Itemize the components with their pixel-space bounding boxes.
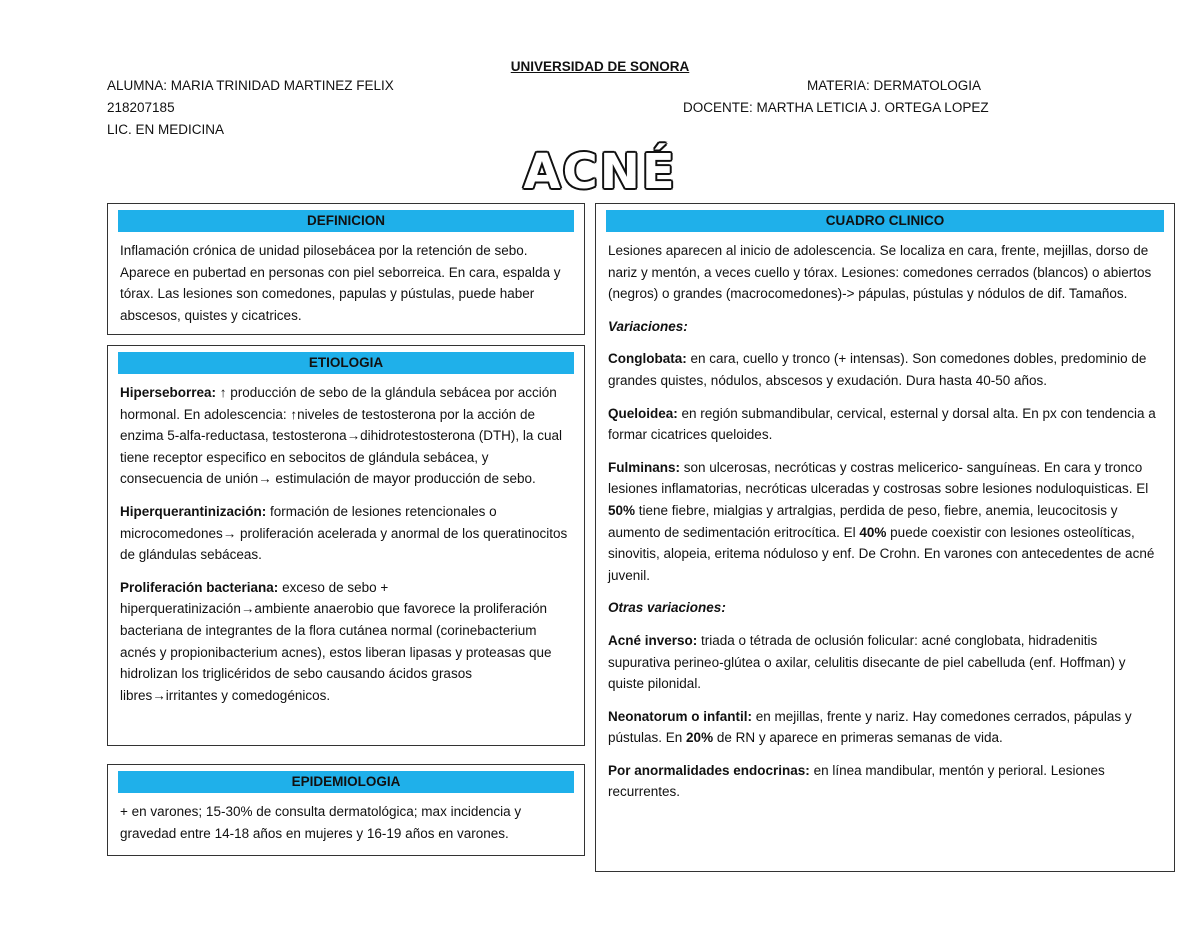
variation-label: Queloidea: [608, 405, 678, 421]
cuadro-clinico-section [595, 203, 1175, 872]
etiologia-heading: ETIOLOGIA [118, 352, 574, 374]
variation-text: en cara, cuello y tronco (+ intensas). Son comedones dobles, predominio de grandes quistes, nódulos, abscesos y exudación. Dura hasta 40-50 años. [608, 351, 1147, 388]
variation-label: Por anormalidades endocrinas: [608, 762, 810, 778]
definicion-body [120, 240, 572, 326]
variation-text: puede coexistir con lesiones osteolíticas, sinovitis, alopeia, eritema nóduloso y enf. De Crohn. En varones con antecedentes de acné juvenil. [608, 524, 1155, 583]
teacher: DOCENTE: MARTHA LETICIA J. ORTEGA LOPEZ [683, 100, 989, 115]
variation-conglobata [608, 348, 1162, 391]
variation-label: Neonatorum o infantil: [608, 708, 752, 724]
variation-text: en región submandibular, cervical, esternal y dorsal alta. En px con tendencia a formar cicatrices queloides. [608, 405, 1156, 443]
variation-label: Acné inverso: [608, 632, 698, 648]
variation-queloidea [608, 403, 1162, 446]
variation-text: tiene fiebre, mialgias y artralgias, perdida de peso, fiebre, anemia, leucocitosis y aumento de sedimentación eritrocítica. El [608, 502, 1118, 540]
etiologia-item-label: Proliferación bacteriana: [120, 579, 279, 595]
epidemiologia-section [107, 764, 585, 856]
career: LIC. EN MEDICINA [107, 122, 225, 137]
definicion-heading: DEFINICION [118, 210, 574, 232]
etiologia-item-text: exceso de sebo + hiperqueratinización→ambiente anaerobio que favorece la proliferación bacteriana de integrantes de la flora cutánea normal (corinebacterium acnés y propionibacterium acnes), estos liberan lipasas y proteasas que hidrolizan los triglicéridos de sebo causando ácidos grasos libres→irritantes y comedogénicos. [120, 579, 552, 703]
epidemiologia-body [120, 801, 572, 844]
variation-inverso [608, 630, 1162, 695]
page-title: ACNÉ [523, 144, 677, 200]
student-id: 218207185 [107, 100, 175, 115]
etiologia-section [107, 345, 585, 746]
epidemiologia-heading: EPIDEMIOLOGIA [118, 771, 574, 793]
percentage: 50% [608, 502, 636, 518]
variaciones-heading: Variaciones: [608, 318, 688, 334]
etiologia-item-text: ↑ producción de sebo de la glándula sebácea por acción hormonal. En adolescencia: ↑niveles de testosterona por la acción de enzima 5-alfa-reductasa, testosterona→dihidrotestosterona (DTH), la cual tiene receptor especifico en sebocitos de glándula sebácea, y consecuencia de unión→ estimulación de mayor producción de sebo. [120, 385, 562, 487]
cuadro-clinico-heading: CUADRO CLINICO [606, 210, 1164, 232]
university-name: UNIVERSIDAD DE SONORA [510, 59, 690, 74]
variation-text: son ulcerosas, necróticas y costras melicerico- sanguíneas. En cara y tronco lesiones inflamatorias, necróticas ulceradas y costrosas sobre lesiones noduloquisticas. El [608, 459, 1149, 497]
etiologia-item-label: Hiperseborrea: [120, 385, 217, 400]
variation-endocrinas [608, 760, 1162, 803]
variation-label: Fulminans: [608, 459, 681, 475]
epidemiologia-text: + en varones; 15-30% de consulta dermatológica; max incidencia y gravedad entre 14-18 años en mujeres y 16-19 años en varones. [120, 804, 522, 841]
etiologia-item [120, 382, 572, 490]
etiologia-item [120, 577, 572, 707]
etiologia-item-text: formación de lesiones retencionales o microcomedones→ proliferación acelerada y anormal de los queratinocitos de glándulas sebáceas. [120, 503, 568, 563]
etiologia-body [120, 382, 572, 706]
otras-variaciones-heading: Otras variaciones: [608, 600, 726, 616]
cuadro-intro: Lesiones aparecen al inicio de adolescencia. Se localiza en cara, frente, mejillas, dorso de nariz y mentón, a veces cuello y tórax. Lesiones: comedones cerrados (blancos) o abiertos (negros) o grandes (macrocomedones)-> pápulas, pústulas y nódulos de dif. Tamaños. [608, 243, 1152, 302]
variation-fulminans [608, 457, 1162, 587]
percentage: 40% [859, 524, 887, 540]
etiologia-item-label: Hiperquerantinización: [120, 503, 267, 519]
variation-text: de RN y aparece en primeras semanas de vida. [713, 730, 1003, 746]
student-name: ALUMNA: MARIA TRINIDAD MARTINEZ FELIX [107, 78, 394, 93]
subject: MATERIA: DERMATOLOGIA [807, 78, 982, 93]
variation-label: Conglobata: [608, 351, 687, 367]
etiologia-item [120, 501, 572, 566]
cuadro-clinico-body [608, 240, 1162, 803]
variation-text: en mejillas, frente y nariz. Hay comedones cerrados, pápulas y pústulas. En [608, 708, 1132, 746]
percentage: 20% [686, 730, 714, 746]
definicion-section [107, 203, 585, 335]
variation-neonatorum [608, 706, 1162, 749]
definicion-text: Inflamación crónica de unidad pilosebácea por la retención de sebo. Aparece en pubertad en personas con piel seborreica. En cara, espalda y tórax. Las lesiones son comedones, papulas y pústulas, puede haber abscesos, quistes y cicatrices. [120, 243, 561, 323]
variation-text: triada o tétrada de oclusión folicular: acné conglobata, hidradenitis supurativa perineo-glútea o axilar, celulitis disecante de piel cabelluda (enf. Hoffman) y quiste pilonidal. [608, 632, 1126, 692]
variation-text: en línea mandibular, mentón y perioral. Lesiones recurrentes. [608, 762, 1105, 800]
